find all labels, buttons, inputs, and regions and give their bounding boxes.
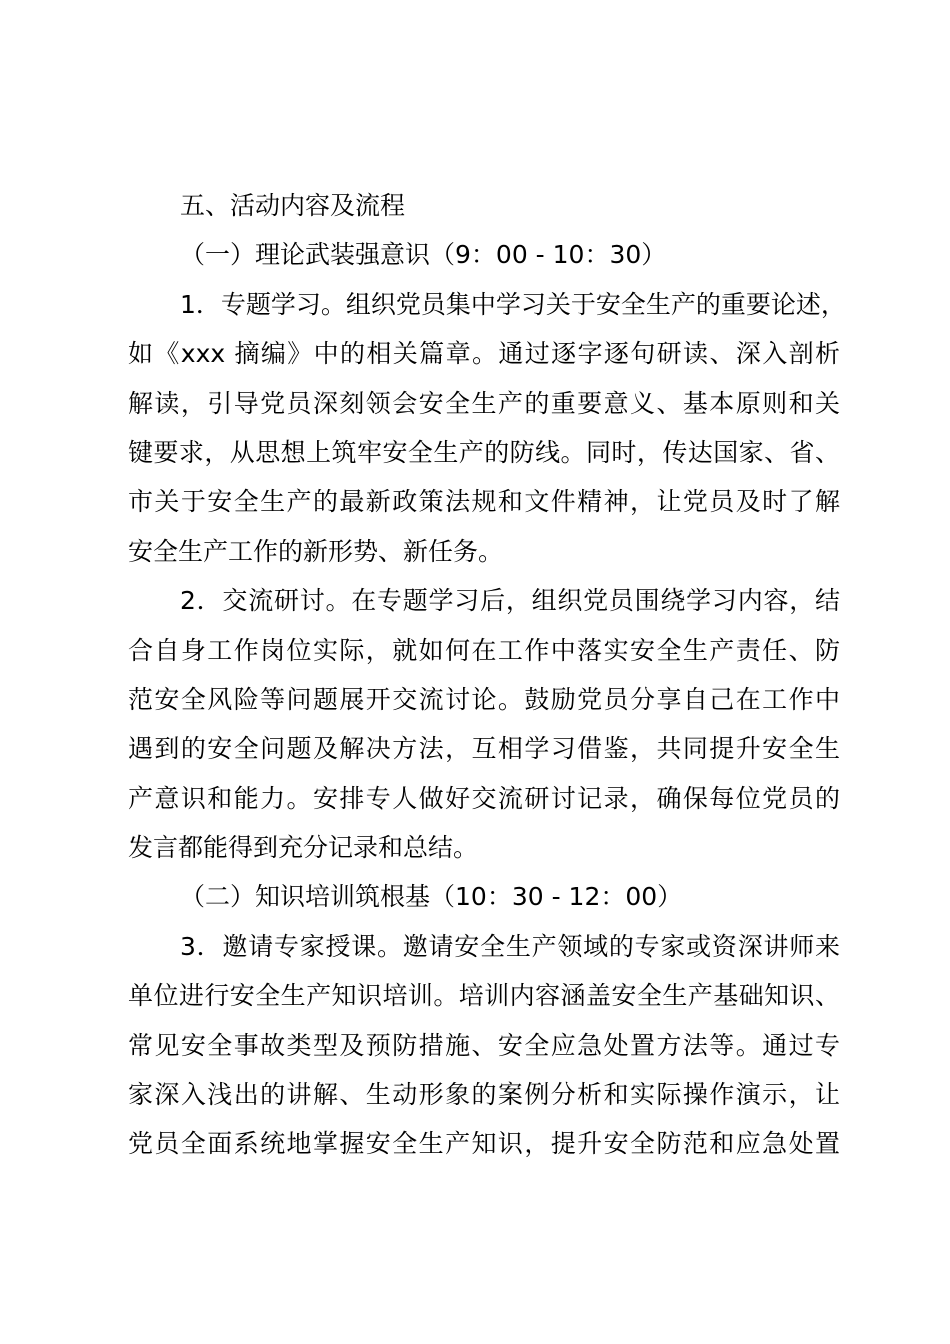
paragraph-line: 键要求，从思想上筑牢安全生产的防线。同时，传达国家、省、 — [128, 437, 840, 467]
document-body — [128, 181, 846, 1169]
paragraph-line: 1．专题学习。组织党员集中学习关于安全生产的重要论述， — [180, 289, 846, 319]
paragraph-line: 2．交流研讨。在专题学习后，组织党员围绕学习内容，结 — [180, 586, 840, 616]
section-heading: 五、活动内容及流程 — [180, 191, 406, 220]
subsection-heading: （二）知识培训筑根基（10：30 - 12：00） — [180, 882, 683, 912]
paragraph-line: 范安全风险等问题展开交流讨论。鼓励党员分享自己在工作中 — [128, 684, 840, 714]
paragraph-line: 合自身工作岗位实际，就如何在工作中落实安全生产责任、防 — [128, 635, 840, 665]
paragraph-line: 单位进行安全生产知识培训。培训内容涵盖安全生产基础知识、 — [128, 981, 840, 1011]
paragraph-line: 发言都能得到充分记录和总结。 — [128, 833, 479, 863]
paragraph-line: 家深入浅出的讲解、生动形象的案例分析和实际操作演示，让 — [128, 1080, 840, 1110]
paragraph-line: 解读，引导党员深刻领会安全生产的重要意义、基本原则和关 — [128, 388, 840, 418]
paragraph-line: 3．邀请专家授课。邀请安全生产领域的专家或资深讲师来 — [180, 931, 840, 961]
subsection-heading: （一）理论武装强意识（9：00 - 10：30） — [180, 240, 667, 270]
paragraph-line: 如《xxx 摘编》中的相关篇章。通过逐字逐句研读、深入剖析 — [128, 339, 840, 369]
paragraph-line: 遇到的安全问题及解决方法，互相学习借鉴，共同提升安全生 — [128, 734, 840, 764]
paragraph-line: 产意识和能力。安排专人做好交流研讨记录，确保每位党员的 — [128, 783, 840, 813]
paragraph-line: 安全生产工作的新形势、新任务。 — [128, 536, 504, 566]
paragraph-line: 常见安全事故类型及预防措施、安全应急处置方法等。通过专 — [128, 1030, 840, 1060]
paragraph-line: 市关于安全生产的最新政策法规和文件精神，让党员及时了解 — [128, 487, 840, 517]
paragraph-line: 党员全面系统地掌握安全生产知识，提升安全防范和应急处置 — [128, 1129, 840, 1159]
